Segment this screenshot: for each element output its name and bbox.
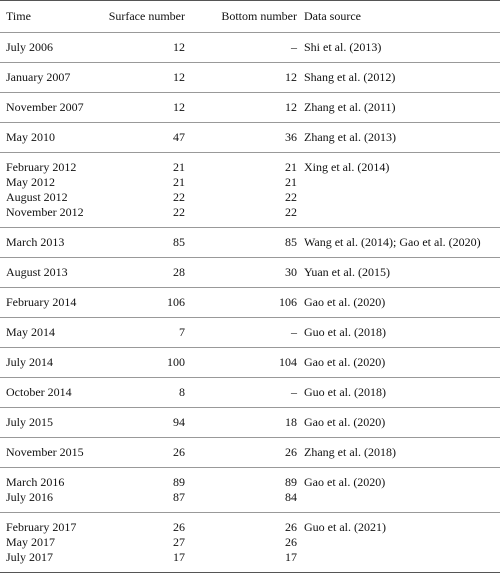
- row-group: [0, 288, 500, 317]
- cell-bottom-number: 12: [285, 70, 297, 84]
- row-group: [0, 228, 500, 257]
- cell-time: May 2010: [6, 130, 55, 144]
- cell-surface-number: 21: [173, 160, 185, 174]
- cell-bottom-number: 89: [285, 475, 297, 489]
- cell-time: May 2017: [6, 535, 55, 549]
- cell-time: March 2013: [6, 235, 65, 249]
- cell-bottom-number: 36: [285, 130, 297, 144]
- table-row: [0, 100, 500, 115]
- table-row: [0, 130, 500, 145]
- cell-time: November 2015: [6, 445, 84, 459]
- row-group: [0, 348, 500, 377]
- cell-time: May 2012: [6, 175, 55, 189]
- cell-time: February 2012: [6, 160, 77, 174]
- header-surface-number: Surface number: [108, 9, 185, 23]
- row-group: [0, 123, 500, 152]
- cell-time: May 2014: [6, 325, 55, 339]
- cell-bottom-number: 21: [285, 160, 297, 174]
- cell-data-source: Gao et al. (2020): [304, 415, 386, 429]
- table-body: [0, 33, 500, 573]
- cell-surface-number: 26: [173, 445, 185, 459]
- table-row: [0, 415, 500, 430]
- table-row: [0, 295, 500, 310]
- cell-bottom-number: 104: [279, 355, 297, 369]
- cell-data-source: Wang et al. (2014); Gao et al. (2020): [304, 235, 481, 249]
- row-group: [0, 513, 500, 572]
- cell-time: August 2013: [6, 265, 68, 279]
- header-time: Time: [6, 9, 31, 23]
- cell-surface-number: 12: [173, 70, 185, 84]
- table-row: [0, 550, 500, 565]
- cell-surface-number: 21: [173, 175, 185, 189]
- cell-surface-number: 12: [173, 40, 185, 54]
- cell-surface-number: 12: [173, 100, 185, 114]
- cell-time: October 2014: [6, 385, 72, 399]
- row-group: [0, 408, 500, 437]
- cell-bottom-number: 22: [285, 205, 297, 219]
- cell-surface-number: 94: [173, 415, 185, 429]
- cell-time: July 2017: [6, 550, 54, 564]
- table-row: [0, 70, 500, 85]
- cell-bottom-number: 84: [285, 490, 297, 504]
- cell-data-source: Shi et al. (2013): [304, 40, 382, 54]
- cell-data-source: Shang et al. (2012): [304, 70, 396, 84]
- cell-surface-number: 47: [173, 130, 185, 144]
- cell-surface-number: 22: [173, 190, 185, 204]
- cell-bottom-number: 106: [279, 295, 297, 309]
- cell-time: July 2014: [6, 355, 54, 369]
- table-row: [0, 40, 500, 55]
- row-group: [0, 33, 500, 62]
- cell-surface-number: 17: [173, 550, 185, 564]
- cell-bottom-number: 26: [285, 520, 297, 534]
- row-group: [0, 153, 500, 227]
- cell-surface-number: 27: [173, 535, 185, 549]
- table-row: [0, 160, 500, 175]
- cell-bottom-number: 18: [285, 415, 297, 429]
- cell-data-source: Guo et al. (2018): [304, 385, 386, 399]
- cell-bottom-number: 12: [285, 100, 297, 114]
- cell-time: February 2017: [6, 520, 77, 534]
- cell-time: February 2014: [6, 295, 77, 309]
- row-group: [0, 93, 500, 122]
- cell-data-source: Xing et al. (2014): [304, 160, 390, 174]
- header-data-source: Data source: [304, 9, 361, 23]
- cell-time: July 2015: [6, 415, 54, 429]
- table-row: [0, 265, 500, 280]
- table-row: [0, 355, 500, 370]
- cell-bottom-number: –: [291, 40, 297, 54]
- cell-time: July 2016: [6, 490, 54, 504]
- cell-data-source: Gao et al. (2020): [304, 355, 386, 369]
- cell-time: January 2007: [6, 70, 71, 84]
- cell-bottom-number: –: [291, 325, 297, 339]
- cell-time: November 2012: [6, 205, 84, 219]
- cell-surface-number: 26: [173, 520, 185, 534]
- cell-bottom-number: 26: [285, 445, 297, 459]
- cell-bottom-number: 26: [285, 535, 297, 549]
- cell-time: November 2007: [6, 100, 84, 114]
- row-group: [0, 378, 500, 407]
- table-row: [0, 490, 500, 505]
- cell-time: March 2016: [6, 475, 65, 489]
- cell-data-source: Gao et al. (2020): [304, 295, 386, 309]
- table-row: [0, 445, 500, 460]
- cell-surface-number: 28: [173, 265, 185, 279]
- cell-surface-number: 8: [179, 385, 185, 399]
- row-group: [0, 318, 500, 347]
- cell-time: July 2006: [6, 40, 54, 54]
- cell-bottom-number: 17: [285, 550, 297, 564]
- row-group: [0, 468, 500, 512]
- table-row: [0, 235, 500, 250]
- table-row: [0, 535, 500, 550]
- cell-surface-number: 85: [173, 235, 185, 249]
- row-group: [0, 438, 500, 467]
- cell-data-source: Zhang et al. (2011): [304, 100, 396, 114]
- table-row: [0, 175, 500, 190]
- cell-data-source: Yuan et al. (2015): [304, 265, 390, 279]
- cell-data-source: Gao et al. (2020): [304, 475, 386, 489]
- cell-bottom-number: 22: [285, 190, 297, 204]
- table-row: [0, 205, 500, 220]
- cell-surface-number: 7: [179, 325, 185, 339]
- cell-bottom-number: –: [291, 385, 297, 399]
- cell-bottom-number: 21: [285, 175, 297, 189]
- cell-bottom-number: 30: [285, 265, 297, 279]
- table-row: [0, 520, 500, 535]
- table-row: [0, 385, 500, 400]
- cell-data-source: Guo et al. (2018): [304, 325, 386, 339]
- cell-surface-number: 22: [173, 205, 185, 219]
- cell-surface-number: 106: [167, 295, 185, 309]
- cell-time: August 2012: [6, 190, 68, 204]
- cell-data-source: Guo et al. (2021): [304, 520, 386, 534]
- cell-data-source: Zhang et al. (2018): [304, 445, 396, 459]
- table-header: [0, 1, 500, 32]
- cell-data-source: Zhang et al. (2013): [304, 130, 396, 144]
- cell-surface-number: 87: [173, 490, 185, 504]
- row-group: [0, 63, 500, 92]
- cell-bottom-number: 85: [285, 235, 297, 249]
- table-row: [0, 325, 500, 340]
- cell-surface-number: 100: [167, 355, 185, 369]
- row-group: [0, 258, 500, 287]
- header-bottom-number: Bottom number: [221, 9, 297, 23]
- table-row: [0, 190, 500, 205]
- cell-surface-number: 89: [173, 475, 185, 489]
